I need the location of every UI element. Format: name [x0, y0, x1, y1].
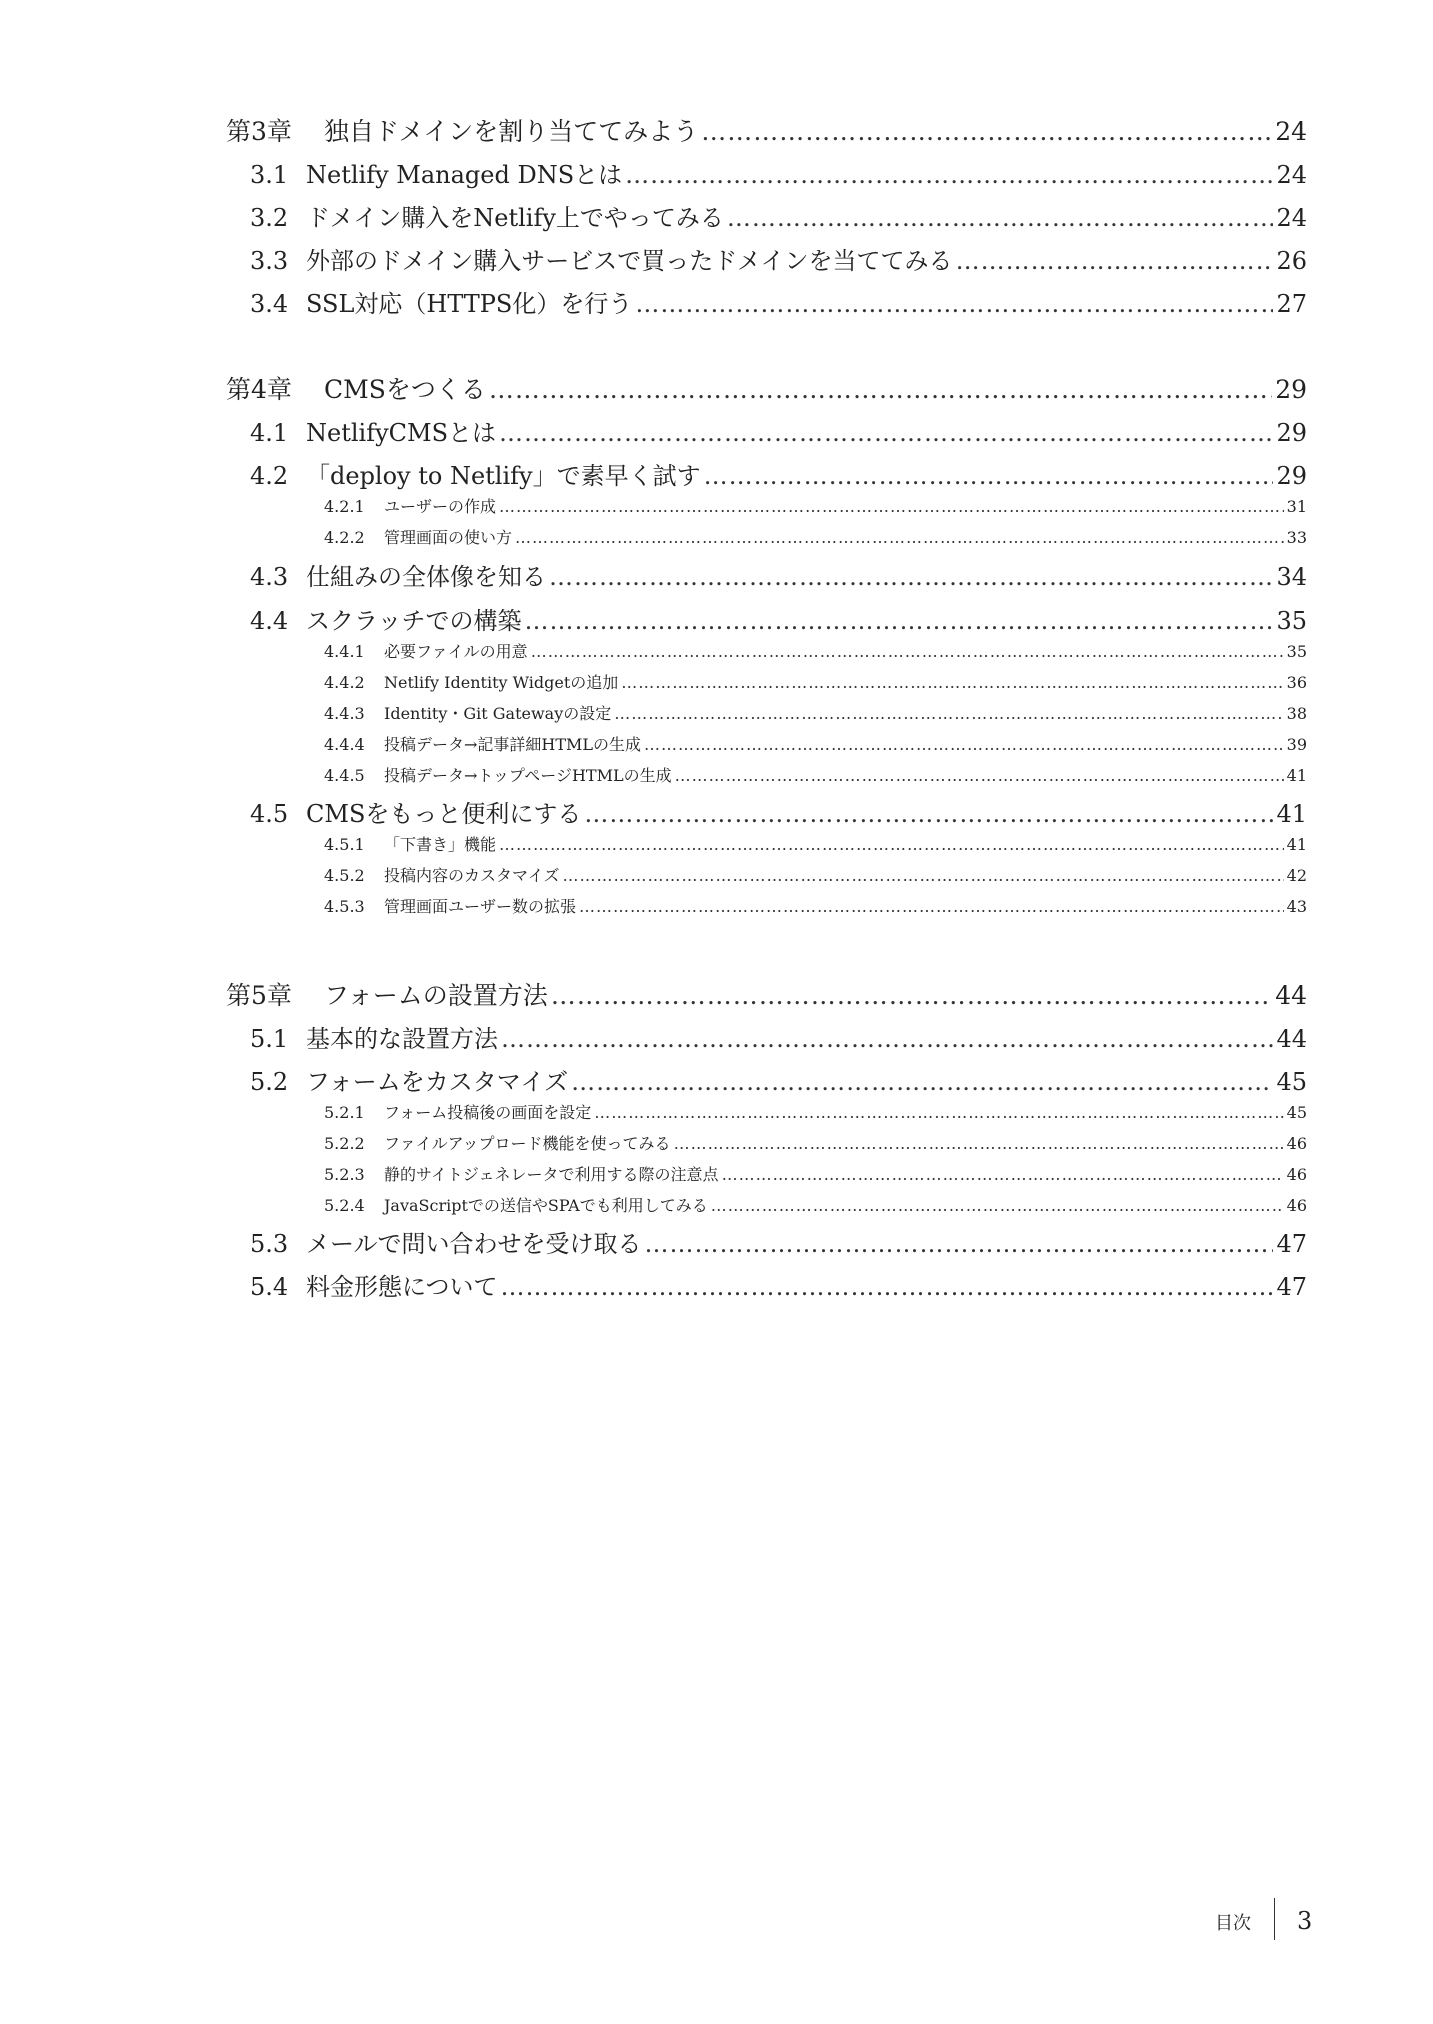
subsection-title: 投稿内容のカスタマイズ	[384, 866, 560, 885]
section-entry	[250, 159, 1307, 191]
subsection-entry	[324, 496, 1307, 518]
subsection-title: 管理画面の使い方	[384, 528, 513, 547]
page-number: 46	[1286, 1165, 1307, 1184]
chapter-title: CMSをつくる	[324, 375, 486, 404]
section-entry	[250, 605, 1307, 637]
page-number: 44	[1276, 1025, 1307, 1053]
subsection-entry	[324, 672, 1307, 694]
subsection-title: JavaScriptでの送信やSPAでも利用してみる	[384, 1196, 708, 1215]
section-number: 3.1	[250, 161, 289, 189]
dot-leader	[594, 1102, 1283, 1124]
dot-leader	[675, 765, 1284, 787]
subsection-title: 投稿データ→記事詳細HTMLの生成	[384, 735, 642, 754]
chapter-number: 第5章	[226, 981, 292, 1010]
section-title: 基本的な設置方法	[306, 1025, 498, 1053]
dot-leader	[674, 1133, 1284, 1155]
section-number: 3.2	[250, 204, 289, 232]
section-title: CMSをもっと便利にする	[306, 800, 582, 828]
dot-leader	[499, 417, 1273, 449]
chapter-entry	[226, 116, 1307, 148]
dot-leader	[571, 1066, 1273, 1098]
section-entry	[250, 460, 1307, 492]
subsection-title: Netlify Identity Widgetの追加	[384, 673, 619, 692]
running-footer-label: 目次	[1215, 1913, 1251, 1934]
section-entry	[250, 245, 1307, 277]
dot-leader	[563, 865, 1284, 887]
page-number: 44	[1275, 981, 1307, 1010]
subsection-title: 管理画面ユーザー数の拡張	[384, 897, 577, 916]
subsection-entry	[324, 1195, 1307, 1217]
dot-leader	[579, 896, 1284, 918]
chapter-number: 第3章	[226, 117, 292, 146]
section-number: 4.5	[250, 800, 289, 828]
page-number: 24	[1276, 161, 1307, 189]
section-title: NetlifyCMSとは	[306, 419, 497, 447]
dot-leader	[515, 527, 1284, 549]
subsection-entry	[324, 896, 1307, 918]
section-number: 3.4	[250, 290, 289, 318]
page-number: 45	[1286, 1103, 1307, 1122]
page-number: 41	[1286, 835, 1307, 854]
page-number: 24	[1276, 204, 1307, 232]
subsection-title: ファイルアップロード機能を使ってみる	[384, 1134, 671, 1153]
chapter-title: 独自ドメインを割り当ててみよう	[324, 117, 699, 146]
dot-leader	[531, 641, 1284, 663]
subsection-title: ユーザーの作成	[384, 497, 497, 516]
section-entry	[250, 1271, 1307, 1303]
page-number: 31	[1286, 497, 1307, 516]
subsection-number: 4.4.1	[324, 642, 365, 661]
subsection-number: 4.2.2	[324, 528, 365, 547]
page-number: 36	[1286, 673, 1307, 692]
dot-leader	[584, 798, 1273, 830]
section-entry	[250, 798, 1307, 830]
page-number: 46	[1286, 1196, 1307, 1215]
subsection-title: 静的サイトジェネレータで利用する際の注意点	[384, 1165, 719, 1184]
section-number: 5.1	[250, 1025, 289, 1053]
subsection-title: フォーム投稿後の画面を設定	[384, 1103, 592, 1122]
page-number: 35	[1286, 642, 1307, 661]
section-title: Netlify Managed DNSとは	[306, 161, 623, 189]
section-title: メールで問い合わせを受け取る	[306, 1230, 642, 1258]
section-number: 5.2	[250, 1068, 289, 1096]
section-title: 外部のドメイン購入サービスで買ったドメインを当ててみる	[306, 247, 953, 275]
section-title: ドメイン購入をNetlify上でやってみる	[306, 204, 724, 232]
subsection-number: 4.4.2	[324, 673, 365, 692]
section-title: 料金形態について	[306, 1273, 498, 1301]
subsection-number: 4.2.1	[324, 497, 365, 516]
dot-leader	[489, 374, 1272, 406]
dot-leader	[621, 672, 1283, 694]
section-entry	[250, 1228, 1307, 1260]
page-number: 38	[1286, 704, 1307, 723]
subsection-number: 5.2.4	[324, 1196, 365, 1215]
subsection-number: 5.2.3	[324, 1165, 365, 1184]
section-entry	[250, 417, 1307, 449]
dot-leader	[635, 288, 1273, 320]
page-number: 29	[1275, 375, 1307, 404]
section-title: 「deploy to Netlify」で素早く試す	[306, 462, 701, 490]
dot-leader	[501, 1271, 1274, 1303]
subsection-number: 4.5.3	[324, 897, 365, 916]
dot-leader	[704, 460, 1274, 492]
subsection-number: 4.4.3	[324, 704, 365, 723]
dot-leader	[727, 202, 1274, 234]
page-number: 26	[1276, 247, 1307, 275]
subsection-entry	[324, 703, 1307, 725]
chapter-title: フォームの設置方法	[324, 981, 548, 1010]
page-number: 45	[1276, 1068, 1307, 1096]
subsection-number: 4.4.5	[324, 766, 365, 785]
dot-leader	[956, 245, 1274, 277]
page-number: 24	[1275, 117, 1307, 146]
section-number: 4.1	[250, 419, 289, 447]
dot-leader	[499, 834, 1284, 856]
chapter-number: 第4章	[226, 375, 292, 404]
section-title: スクラッチでの構築	[306, 607, 522, 635]
subsection-entry	[324, 834, 1307, 856]
subsection-entry	[324, 1133, 1307, 1155]
section-number: 4.2	[250, 462, 289, 490]
section-number: 3.3	[250, 247, 289, 275]
page-number: 34	[1276, 563, 1307, 591]
section-entry	[250, 202, 1307, 234]
section-title: フォームをカスタマイズ	[306, 1068, 569, 1096]
dot-leader	[722, 1164, 1284, 1186]
subsection-entry	[324, 527, 1307, 549]
subsection-number: 4.5.2	[324, 866, 365, 885]
subsection-entry	[324, 1164, 1307, 1186]
section-entry	[250, 1066, 1307, 1098]
section-entry	[250, 561, 1307, 593]
page-number: 27	[1276, 290, 1307, 318]
dot-leader	[625, 159, 1273, 191]
subsection-number: 4.4.4	[324, 735, 365, 754]
subsection-title: 必要ファイルの用意	[384, 642, 528, 661]
dot-leader	[551, 980, 1272, 1012]
subsection-title: 投稿データ→トップページHTMLの生成	[384, 766, 672, 785]
subsection-entry	[324, 641, 1307, 663]
subsection-title: Identity・Git Gatewayの設定	[384, 704, 612, 723]
dot-leader	[499, 496, 1284, 518]
subsection-entry	[324, 1102, 1307, 1124]
dot-leader	[549, 561, 1273, 593]
subsection-entry	[324, 865, 1307, 887]
section-number: 5.3	[250, 1230, 289, 1258]
subsection-number: 5.2.1	[324, 1103, 365, 1122]
page-number: 46	[1286, 1134, 1307, 1153]
chapter-entry	[226, 374, 1307, 406]
section-title: 仕組みの全体像を知る	[306, 563, 546, 591]
page-number: 33	[1286, 528, 1307, 547]
subsection-number: 4.5.1	[324, 835, 365, 854]
page-number: 42	[1286, 866, 1307, 885]
page-number: 47	[1276, 1230, 1307, 1258]
page-number: 29	[1276, 462, 1307, 490]
section-title: SSL対応（HTTPS化）を行う	[306, 290, 633, 318]
subsection-title: 「下書き」機能	[384, 835, 497, 854]
footer-divider	[1274, 1898, 1275, 1940]
page-number: 35	[1276, 607, 1307, 635]
section-entry	[250, 288, 1307, 320]
section-number: 4.4	[250, 607, 289, 635]
dot-leader	[644, 734, 1284, 756]
dot-leader	[614, 703, 1283, 725]
page-number: 41	[1286, 766, 1307, 785]
subsection-entry	[324, 734, 1307, 756]
page-number: 39	[1286, 735, 1307, 754]
page-number: 29	[1276, 419, 1307, 447]
folio-page-number: 3	[1297, 1907, 1313, 1935]
section-number: 5.4	[250, 1273, 289, 1301]
dot-leader	[525, 605, 1274, 637]
page-number: 41	[1276, 800, 1307, 828]
dot-leader	[701, 116, 1272, 148]
page-number: 43	[1286, 897, 1307, 916]
chapter-entry	[226, 980, 1307, 1012]
page-number: 47	[1276, 1273, 1307, 1301]
dot-leader	[501, 1023, 1273, 1055]
dot-leader	[645, 1228, 1274, 1260]
dot-leader	[711, 1195, 1284, 1217]
subsection-number: 5.2.2	[324, 1134, 365, 1153]
section-number: 4.3	[250, 563, 289, 591]
subsection-entry	[324, 765, 1307, 787]
section-entry	[250, 1023, 1307, 1055]
